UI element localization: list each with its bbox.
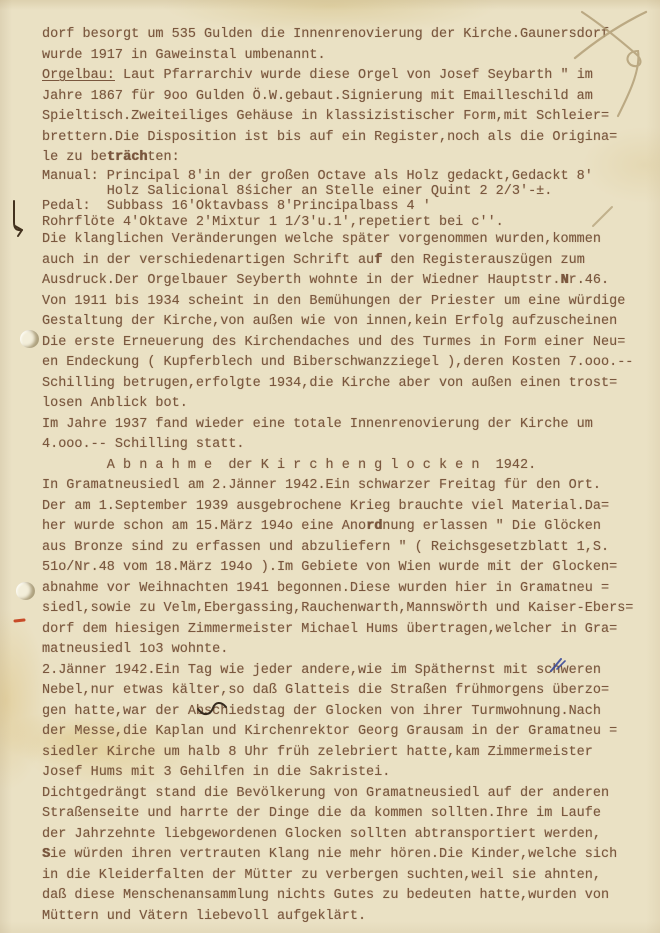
text-line [42, 538, 656, 559]
text-line [42, 640, 656, 661]
text-segment: rd [366, 519, 383, 535]
text-segment: Von 1911 bis 1934 scheint in den Bemühungen der Priester um eine würdige [42, 293, 626, 309]
text-line [42, 497, 656, 518]
text-line [42, 620, 656, 641]
text-line [42, 374, 656, 395]
text-line [42, 128, 656, 149]
text-line [42, 353, 656, 374]
text-segment: träch [106, 150, 148, 165]
text-line [42, 66, 656, 87]
text-line [42, 743, 656, 764]
text-segment: Pedal: Subbass 16'Oktavbass 8'Principalbass 4 ' [42, 199, 431, 215]
text-segment: Straßenseite und harrte der Dinge die da kommen sollten.Ihre im Laufe [42, 806, 601, 822]
punch-hole [16, 582, 35, 600]
text-segment: der Messe,die Kaplan und Kirchenrektor Georg Grausam in der Gramatneu = [42, 724, 618, 740]
text-line [42, 292, 656, 313]
text-line [42, 702, 656, 723]
text-line [42, 886, 656, 907]
text-segment: gen hatte,war der Abschiedstag der Glocken von ihrer Turmwohnung.Nach [42, 703, 601, 719]
text-segment: wurde 1917 in Gaweinstal umbenannt. [42, 47, 326, 63]
text-line [42, 107, 656, 128]
text-segment: r.46. [568, 273, 610, 289]
text-segment: den Registerauszügen zum [382, 252, 585, 268]
text-segment: 4.ooo.-- Schilling statt. [42, 437, 245, 453]
text-segment: dorf besorgt um 535 Gulden die Innenrenovierung der Kirche.Gaunersdorf [42, 27, 610, 42]
text-line [42, 804, 656, 825]
text-line [42, 681, 656, 702]
text-line [42, 333, 656, 354]
text-segment: daß diese Menschenansammlung nichts Gutes zu bedeuten hatte,wurden von [42, 888, 610, 904]
text-line [42, 271, 656, 292]
text-segment: en Endeckung ( Kupferblech und Biberschwanzziegel ),deren Kosten 7.ooo.-- [42, 355, 634, 371]
text-line [42, 25, 656, 46]
text-segment: Jahre 1867 für 9oo Gulden Ö.W.gebaut.Signierung mit Emailleschild am [42, 88, 593, 104]
text-line [42, 394, 656, 415]
text-line [42, 148, 656, 169]
text-segment: Müttern und Vätern liebevoll aufgeklärt. [42, 908, 367, 924]
text-line [42, 845, 656, 866]
text-segment: Gestaltung der Kirche,von außen wie von innen,kein Erfolg aufzuscheinen [42, 314, 618, 330]
text-segment: matneusiedl 1o3 wohnte. [42, 642, 229, 658]
text-segment: ten: [147, 150, 180, 165]
text-line [42, 784, 656, 805]
text-line [42, 763, 656, 784]
text-line [42, 579, 656, 600]
text-segment: auch in der verschiedenartigen Schrift au [42, 252, 375, 268]
text-segment: Ausdruck.Der Orgelbauer Seyberth wohnte in der Wiedner Hauptstr. [42, 273, 561, 289]
text-segment: le zu be [42, 150, 107, 165]
text-segment: Die erste Erneuerung des Kirchendaches und des Turmes in Form einer Neu= [42, 334, 626, 350]
text-line [42, 825, 656, 846]
text-segment: losen Anblick bot. [42, 396, 188, 412]
text-segment: Holz Salicional 8śicher an Stelle einer Quint 2 2/3'-±. [42, 183, 553, 199]
punch-hole [20, 330, 39, 348]
text-line [42, 661, 656, 682]
text-line [42, 435, 656, 456]
text-line [42, 199, 656, 214]
text-segment: in die Kleiderfalten der Mütter zu verbergen suchten,weil sie ahnten, [42, 867, 601, 883]
text-line [42, 87, 656, 108]
text-segment: ie würden ihren vertrauten Klang nie mehr hören.Die Kinder,welche sich [50, 847, 618, 863]
text-line [42, 456, 656, 477]
text-segment: A b n a h m e der K i r c h e n g l o c k e n 1942. [42, 457, 537, 473]
text-line [42, 599, 656, 620]
text-segment: siedl,sowie zu Velm,Ebergassing,Rauchenwarth,Mannswörth und Kaiser-Ebers= [42, 601, 634, 617]
text-segment: N [560, 273, 569, 289]
text-segment: brettern.Die Disposition ist bis auf ein Register,noch als die Origina= [42, 129, 618, 145]
text-line [42, 184, 656, 199]
text-segment: Im Jahre 1937 fand wieder eine totale Innenrenovierung der Kirche um [42, 416, 593, 432]
text-segment: S [42, 847, 51, 863]
text-line [42, 312, 656, 333]
text-segment: Nebel,nur etwas kälter,so daß Glatteis die Straßen frühmorgens überzo= [42, 683, 610, 699]
text-line [42, 215, 656, 230]
text-segment: In Gramatneusiedl am 2.Jänner 1942.Ein schwarzer Freitag für den Ort. [42, 478, 601, 494]
text-segment: 2.Jänner 1942.Ein Tag wie jeder andere,wie im Späthernst mit schweren [42, 662, 601, 678]
text-segment: abnahme vor Weihnachten 1941 begonnen.Diese wurden hier in Gramatneu = [42, 580, 610, 596]
document-body [42, 25, 656, 927]
text-line [42, 907, 656, 928]
text-line [42, 558, 656, 579]
text-segment: Orgelbau: [42, 68, 115, 83]
text-segment: der Jahrzehnte liebgewordenen Glocken sollten abtransportiert werden, [42, 826, 601, 842]
text-line [42, 251, 656, 272]
text-segment: aus Bronze sind zu erfassen und abzuliefern " ( Reichsgesetzblatt 1,S. [42, 539, 610, 555]
text-segment: Rohrflöte 4'Oktave 2'Mixtur 1 1/3'u.1',repetiert bei c''. [42, 214, 504, 230]
text-line [42, 476, 656, 497]
text-line [42, 169, 656, 184]
text-segment: Josef Hums mit 3 Gehilfen in die Sakristei. [42, 765, 391, 781]
margin-arrow-mark [14, 201, 22, 236]
text-segment: f [374, 252, 383, 268]
text-line [42, 46, 656, 67]
text-segment: Laut Pfarrarchiv wurde diese Orgel von Josef Seybarth " im [114, 68, 593, 83]
text-line [42, 415, 656, 436]
red-dash-mark [15, 620, 24, 621]
text-segment: dorf dem hiesigen Zimmermeister Michael Hums übertragen,welcher in Gra= [42, 621, 618, 637]
text-segment: Die klanglichen Veränderungen welche später vorgenommen wurden,kommen [42, 232, 601, 248]
text-segment: Der am 1.September 1939 ausgebrochene Krieg brauchte viel Material.Da= [42, 498, 610, 514]
text-segment: Dichtgedrängt stand die Bevölkerung von Gramatneusiedl auf der anderen [42, 785, 610, 801]
text-segment: her wurde schon am 15.März 194o eine Ano [42, 519, 367, 535]
text-segment: Manual: Principal 8'in der großen Octave als Holz gedackt,Gedackt 8' [42, 168, 593, 184]
text-segment: Spieltisch.Zweiteiliges Gehäuse in klassizistischer Form,mit Schleier= [42, 109, 610, 124]
text-segment: Schilling betrugen,erfolgte 1934,die Kirche aber von außen einen trost= [42, 375, 618, 391]
text-line [42, 866, 656, 887]
text-line [42, 517, 656, 538]
text-line [42, 722, 656, 743]
text-segment: siedler Kirche um halb 8 Uhr früh zelebriert hatte,kam Zimmermeister [42, 744, 593, 760]
text-line [42, 230, 656, 251]
text-segment: 51o/Nr.48 vom 18.März 194o ).Im Gebiete von Wien wurde mit der Glocken= [42, 560, 618, 576]
text-segment: nung erlassen " Die Glöcken [382, 519, 602, 535]
